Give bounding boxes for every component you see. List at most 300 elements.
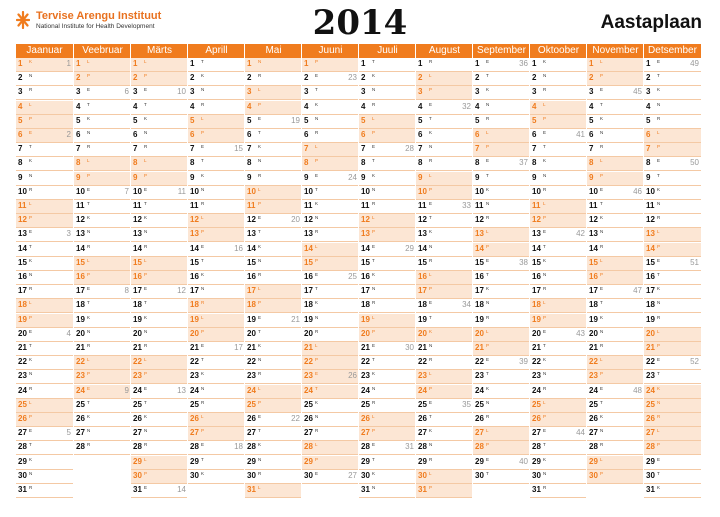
- day-cell[interactable]: [74, 186, 131, 200]
- day-cell[interactable]: [530, 200, 587, 214]
- day-cell[interactable]: [188, 470, 245, 484]
- day-cell[interactable]: [188, 257, 245, 271]
- day-cell[interactable]: [16, 441, 73, 455]
- day-cell[interactable]: [302, 58, 359, 72]
- day-cell[interactable]: [74, 214, 131, 228]
- day-cell[interactable]: [302, 86, 359, 100]
- day-cell[interactable]: [188, 328, 245, 342]
- day-cell[interactable]: [131, 299, 188, 313]
- day-cell[interactable]: [473, 413, 530, 427]
- day-cell[interactable]: [359, 172, 416, 186]
- day-cell[interactable]: [302, 427, 359, 441]
- day-cell[interactable]: [416, 129, 473, 143]
- day-cell[interactable]: [359, 470, 416, 484]
- day-cell[interactable]: [587, 470, 644, 484]
- day-cell[interactable]: [302, 101, 359, 115]
- day-cell[interactable]: [245, 243, 302, 257]
- day-cell[interactable]: [416, 328, 473, 342]
- day-cell[interactable]: [587, 342, 644, 356]
- day-cell[interactable]: [644, 370, 701, 384]
- day-cell[interactable]: [188, 427, 245, 441]
- day-cell[interactable]: [74, 115, 131, 129]
- day-cell[interactable]: [530, 214, 587, 228]
- day-cell[interactable]: [245, 214, 302, 228]
- day-cell[interactable]: [530, 86, 587, 100]
- day-cell[interactable]: [131, 328, 188, 342]
- day-cell[interactable]: [530, 228, 587, 242]
- day-cell[interactable]: [74, 200, 131, 214]
- day-cell[interactable]: [245, 399, 302, 413]
- day-cell[interactable]: [530, 356, 587, 370]
- day-cell[interactable]: [416, 370, 473, 384]
- day-cell[interactable]: [359, 484, 416, 498]
- day-cell[interactable]: [74, 157, 131, 171]
- day-cell[interactable]: [245, 328, 302, 342]
- day-cell[interactable]: [416, 58, 473, 72]
- day-cell[interactable]: [302, 115, 359, 129]
- day-cell[interactable]: [416, 356, 473, 370]
- day-cell[interactable]: [416, 257, 473, 271]
- day-cell[interactable]: [530, 385, 587, 399]
- day-cell[interactable]: [530, 299, 587, 313]
- day-cell[interactable]: [473, 157, 530, 171]
- day-cell[interactable]: [245, 172, 302, 186]
- day-cell[interactable]: [131, 314, 188, 328]
- day-cell[interactable]: [131, 186, 188, 200]
- day-cell[interactable]: [644, 157, 701, 171]
- day-cell[interactable]: [16, 271, 73, 285]
- day-cell[interactable]: [74, 370, 131, 384]
- day-cell[interactable]: [530, 143, 587, 157]
- day-cell[interactable]: [644, 314, 701, 328]
- day-cell[interactable]: [245, 257, 302, 271]
- day-cell[interactable]: [416, 143, 473, 157]
- day-cell[interactable]: [245, 58, 302, 72]
- day-cell[interactable]: [473, 257, 530, 271]
- day-cell[interactable]: [359, 385, 416, 399]
- day-cell[interactable]: [131, 484, 188, 498]
- day-cell[interactable]: [416, 200, 473, 214]
- day-cell[interactable]: [644, 115, 701, 129]
- day-cell[interactable]: [131, 58, 188, 72]
- day-cell[interactable]: [473, 356, 530, 370]
- day-cell[interactable]: [302, 342, 359, 356]
- day-cell[interactable]: [74, 399, 131, 413]
- day-cell[interactable]: [473, 427, 530, 441]
- day-cell[interactable]: [644, 328, 701, 342]
- day-cell[interactable]: [644, 299, 701, 313]
- day-cell[interactable]: [587, 413, 644, 427]
- day-cell[interactable]: [302, 214, 359, 228]
- day-cell[interactable]: [302, 186, 359, 200]
- day-cell[interactable]: [131, 342, 188, 356]
- day-cell[interactable]: [644, 214, 701, 228]
- day-cell[interactable]: [74, 101, 131, 115]
- day-cell[interactable]: [473, 385, 530, 399]
- day-cell[interactable]: [131, 285, 188, 299]
- day-cell[interactable]: [587, 285, 644, 299]
- day-cell[interactable]: [188, 172, 245, 186]
- day-cell[interactable]: [530, 129, 587, 143]
- day-cell[interactable]: [188, 285, 245, 299]
- day-cell[interactable]: [245, 484, 302, 498]
- day-cell[interactable]: [16, 172, 73, 186]
- day-cell[interactable]: [416, 399, 473, 413]
- day-cell[interactable]: [587, 115, 644, 129]
- day-cell[interactable]: [359, 441, 416, 455]
- day-cell[interactable]: [188, 314, 245, 328]
- day-cell[interactable]: [302, 356, 359, 370]
- day-cell[interactable]: [359, 228, 416, 242]
- day-cell[interactable]: [587, 143, 644, 157]
- day-cell[interactable]: [473, 58, 530, 72]
- day-cell[interactable]: [74, 86, 131, 100]
- day-cell[interactable]: [359, 299, 416, 313]
- day-cell[interactable]: [587, 356, 644, 370]
- day-cell[interactable]: [530, 484, 587, 498]
- day-cell[interactable]: [245, 72, 302, 86]
- day-cell[interactable]: [587, 200, 644, 214]
- day-cell[interactable]: [131, 214, 188, 228]
- day-cell[interactable]: [16, 186, 73, 200]
- day-cell[interactable]: [473, 129, 530, 143]
- day-cell[interactable]: [131, 101, 188, 115]
- day-cell[interactable]: [359, 285, 416, 299]
- day-cell[interactable]: [74, 427, 131, 441]
- day-cell[interactable]: [416, 101, 473, 115]
- day-cell[interactable]: [416, 427, 473, 441]
- day-cell[interactable]: [74, 172, 131, 186]
- day-cell[interactable]: [16, 299, 73, 313]
- day-cell[interactable]: [74, 243, 131, 257]
- day-cell[interactable]: [473, 200, 530, 214]
- day-cell[interactable]: [644, 172, 701, 186]
- day-cell[interactable]: [245, 157, 302, 171]
- day-cell[interactable]: [16, 328, 73, 342]
- day-cell[interactable]: [302, 328, 359, 342]
- day-cell[interactable]: [644, 470, 701, 484]
- day-cell[interactable]: [530, 72, 587, 86]
- day-cell[interactable]: [131, 470, 188, 484]
- day-cell[interactable]: [302, 143, 359, 157]
- day-cell[interactable]: [530, 456, 587, 470]
- day-cell[interactable]: [473, 243, 530, 257]
- day-cell[interactable]: [473, 86, 530, 100]
- day-cell[interactable]: [16, 285, 73, 299]
- day-cell[interactable]: [74, 129, 131, 143]
- day-cell[interactable]: [473, 115, 530, 129]
- day-cell[interactable]: [473, 172, 530, 186]
- day-cell[interactable]: [416, 157, 473, 171]
- day-cell[interactable]: [131, 257, 188, 271]
- day-cell[interactable]: [245, 314, 302, 328]
- day-cell[interactable]: [359, 86, 416, 100]
- day-cell[interactable]: [188, 456, 245, 470]
- day-cell[interactable]: [74, 314, 131, 328]
- day-cell[interactable]: [644, 385, 701, 399]
- day-cell[interactable]: [644, 257, 701, 271]
- day-cell[interactable]: [644, 456, 701, 470]
- day-cell[interactable]: [587, 101, 644, 115]
- day-cell[interactable]: [644, 58, 701, 72]
- day-cell[interactable]: [473, 186, 530, 200]
- day-cell[interactable]: [302, 271, 359, 285]
- day-cell[interactable]: [74, 271, 131, 285]
- day-cell[interactable]: [188, 214, 245, 228]
- day-cell[interactable]: [359, 356, 416, 370]
- day-cell[interactable]: [245, 385, 302, 399]
- day-cell[interactable]: [188, 86, 245, 100]
- day-cell[interactable]: [587, 228, 644, 242]
- day-cell[interactable]: [302, 370, 359, 384]
- day-cell[interactable]: [245, 143, 302, 157]
- day-cell[interactable]: [416, 470, 473, 484]
- day-cell[interactable]: [359, 370, 416, 384]
- day-cell[interactable]: [359, 129, 416, 143]
- day-cell[interactable]: [473, 285, 530, 299]
- day-cell[interactable]: [131, 271, 188, 285]
- day-cell[interactable]: [302, 470, 359, 484]
- day-cell[interactable]: [302, 285, 359, 299]
- day-cell[interactable]: [131, 385, 188, 399]
- day-cell[interactable]: [302, 456, 359, 470]
- day-cell[interactable]: [530, 470, 587, 484]
- day-cell[interactable]: [74, 285, 131, 299]
- day-cell[interactable]: [473, 271, 530, 285]
- day-cell[interactable]: [587, 370, 644, 384]
- day-cell[interactable]: [16, 200, 73, 214]
- day-cell[interactable]: [416, 72, 473, 86]
- day-cell[interactable]: [416, 86, 473, 100]
- day-cell[interactable]: [530, 271, 587, 285]
- day-cell[interactable]: [359, 342, 416, 356]
- day-cell[interactable]: [245, 299, 302, 313]
- day-cell[interactable]: [302, 441, 359, 455]
- day-cell[interactable]: [16, 413, 73, 427]
- day-cell[interactable]: [245, 456, 302, 470]
- day-cell[interactable]: [245, 228, 302, 242]
- day-cell[interactable]: [16, 427, 73, 441]
- day-cell[interactable]: [245, 200, 302, 214]
- day-cell[interactable]: [188, 399, 245, 413]
- day-cell[interactable]: [359, 58, 416, 72]
- day-cell[interactable]: [74, 342, 131, 356]
- day-cell[interactable]: [188, 72, 245, 86]
- day-cell[interactable]: [188, 186, 245, 200]
- day-cell[interactable]: [587, 328, 644, 342]
- day-cell[interactable]: [530, 399, 587, 413]
- day-cell[interactable]: [587, 58, 644, 72]
- day-cell[interactable]: [74, 72, 131, 86]
- day-cell[interactable]: [359, 186, 416, 200]
- day-cell[interactable]: [473, 299, 530, 313]
- day-cell[interactable]: [416, 271, 473, 285]
- day-cell[interactable]: [245, 342, 302, 356]
- day-cell[interactable]: [74, 385, 131, 399]
- day-cell[interactable]: [587, 257, 644, 271]
- day-cell[interactable]: [74, 257, 131, 271]
- day-cell[interactable]: [644, 285, 701, 299]
- day-cell[interactable]: [530, 157, 587, 171]
- day-cell[interactable]: [188, 370, 245, 384]
- day-cell[interactable]: [245, 86, 302, 100]
- day-cell[interactable]: [416, 342, 473, 356]
- day-cell[interactable]: [74, 441, 131, 455]
- day-cell[interactable]: [188, 299, 245, 313]
- day-cell[interactable]: [473, 342, 530, 356]
- day-cell[interactable]: [530, 58, 587, 72]
- day-cell[interactable]: [644, 342, 701, 356]
- day-cell[interactable]: [530, 370, 587, 384]
- day-cell[interactable]: [245, 470, 302, 484]
- day-cell[interactable]: [74, 356, 131, 370]
- day-cell[interactable]: [245, 129, 302, 143]
- day-cell[interactable]: [530, 101, 587, 115]
- day-cell[interactable]: [644, 243, 701, 257]
- day-cell[interactable]: [245, 370, 302, 384]
- day-cell[interactable]: [16, 370, 73, 384]
- day-cell[interactable]: [302, 299, 359, 313]
- day-cell[interactable]: [359, 243, 416, 257]
- day-cell[interactable]: [530, 441, 587, 455]
- day-cell[interactable]: [74, 143, 131, 157]
- day-cell[interactable]: [16, 129, 73, 143]
- day-cell[interactable]: [416, 172, 473, 186]
- day-cell[interactable]: [188, 129, 245, 143]
- day-cell[interactable]: [644, 200, 701, 214]
- day-cell[interactable]: [74, 328, 131, 342]
- day-cell[interactable]: [131, 356, 188, 370]
- day-cell[interactable]: [587, 299, 644, 313]
- day-cell[interactable]: [16, 399, 73, 413]
- day-cell[interactable]: [473, 470, 530, 484]
- day-cell[interactable]: [644, 413, 701, 427]
- day-cell[interactable]: [644, 129, 701, 143]
- day-cell[interactable]: [644, 427, 701, 441]
- day-cell[interactable]: [587, 157, 644, 171]
- day-cell[interactable]: [587, 186, 644, 200]
- day-cell[interactable]: [359, 143, 416, 157]
- day-cell[interactable]: [131, 72, 188, 86]
- day-cell[interactable]: [188, 243, 245, 257]
- day-cell[interactable]: [188, 115, 245, 129]
- day-cell[interactable]: [16, 86, 73, 100]
- day-cell[interactable]: [359, 271, 416, 285]
- day-cell[interactable]: [530, 342, 587, 356]
- day-cell[interactable]: [188, 413, 245, 427]
- day-cell[interactable]: [587, 86, 644, 100]
- day-cell[interactable]: [16, 228, 73, 242]
- day-cell[interactable]: [188, 157, 245, 171]
- day-cell[interactable]: [416, 285, 473, 299]
- day-cell[interactable]: [359, 157, 416, 171]
- day-cell[interactable]: [16, 143, 73, 157]
- day-cell[interactable]: [359, 328, 416, 342]
- day-cell[interactable]: [131, 157, 188, 171]
- day-cell[interactable]: [587, 399, 644, 413]
- day-cell[interactable]: [644, 441, 701, 455]
- day-cell[interactable]: [131, 456, 188, 470]
- day-cell[interactable]: [587, 385, 644, 399]
- day-cell[interactable]: [473, 72, 530, 86]
- day-cell[interactable]: [16, 72, 73, 86]
- day-cell[interactable]: [587, 243, 644, 257]
- day-cell[interactable]: [473, 143, 530, 157]
- day-cell[interactable]: [245, 285, 302, 299]
- day-cell[interactable]: [131, 129, 188, 143]
- day-cell[interactable]: [302, 243, 359, 257]
- day-cell[interactable]: [302, 314, 359, 328]
- day-cell[interactable]: [16, 484, 73, 498]
- day-cell[interactable]: [131, 427, 188, 441]
- day-cell[interactable]: [587, 129, 644, 143]
- day-cell[interactable]: [473, 441, 530, 455]
- day-cell[interactable]: [16, 356, 73, 370]
- day-cell[interactable]: [416, 484, 473, 498]
- day-cell[interactable]: [74, 299, 131, 313]
- day-cell[interactable]: [245, 441, 302, 455]
- day-cell[interactable]: [131, 399, 188, 413]
- day-cell[interactable]: [302, 72, 359, 86]
- day-cell[interactable]: [245, 186, 302, 200]
- day-cell[interactable]: [16, 243, 73, 257]
- day-cell[interactable]: [644, 228, 701, 242]
- day-cell[interactable]: [416, 228, 473, 242]
- day-cell[interactable]: [245, 413, 302, 427]
- day-cell[interactable]: [188, 342, 245, 356]
- day-cell[interactable]: [131, 228, 188, 242]
- day-cell[interactable]: [587, 456, 644, 470]
- day-cell[interactable]: [359, 456, 416, 470]
- day-cell[interactable]: [188, 143, 245, 157]
- day-cell[interactable]: [473, 399, 530, 413]
- day-cell[interactable]: [359, 72, 416, 86]
- day-cell[interactable]: [245, 101, 302, 115]
- day-cell[interactable]: [16, 257, 73, 271]
- day-cell[interactable]: [245, 427, 302, 441]
- day-cell[interactable]: [644, 399, 701, 413]
- day-cell[interactable]: [302, 172, 359, 186]
- day-cell[interactable]: [302, 129, 359, 143]
- day-cell[interactable]: [302, 413, 359, 427]
- day-cell[interactable]: [644, 72, 701, 86]
- day-cell[interactable]: [188, 200, 245, 214]
- day-cell[interactable]: [16, 314, 73, 328]
- day-cell[interactable]: [359, 214, 416, 228]
- day-cell[interactable]: [473, 370, 530, 384]
- day-cell[interactable]: [131, 413, 188, 427]
- day-cell[interactable]: [188, 228, 245, 242]
- day-cell[interactable]: [131, 370, 188, 384]
- day-cell[interactable]: [131, 441, 188, 455]
- day-cell[interactable]: [416, 456, 473, 470]
- day-cell[interactable]: [644, 356, 701, 370]
- day-cell[interactable]: [245, 356, 302, 370]
- day-cell[interactable]: [644, 484, 701, 498]
- day-cell[interactable]: [16, 58, 73, 72]
- day-cell[interactable]: [473, 456, 530, 470]
- day-cell[interactable]: [473, 228, 530, 242]
- day-cell[interactable]: [188, 385, 245, 399]
- day-cell[interactable]: [587, 271, 644, 285]
- day-cell[interactable]: [16, 157, 73, 171]
- day-cell[interactable]: [473, 328, 530, 342]
- day-cell[interactable]: [644, 186, 701, 200]
- day-cell[interactable]: [359, 314, 416, 328]
- day-cell[interactable]: [416, 299, 473, 313]
- day-cell[interactable]: [644, 143, 701, 157]
- day-cell[interactable]: [530, 328, 587, 342]
